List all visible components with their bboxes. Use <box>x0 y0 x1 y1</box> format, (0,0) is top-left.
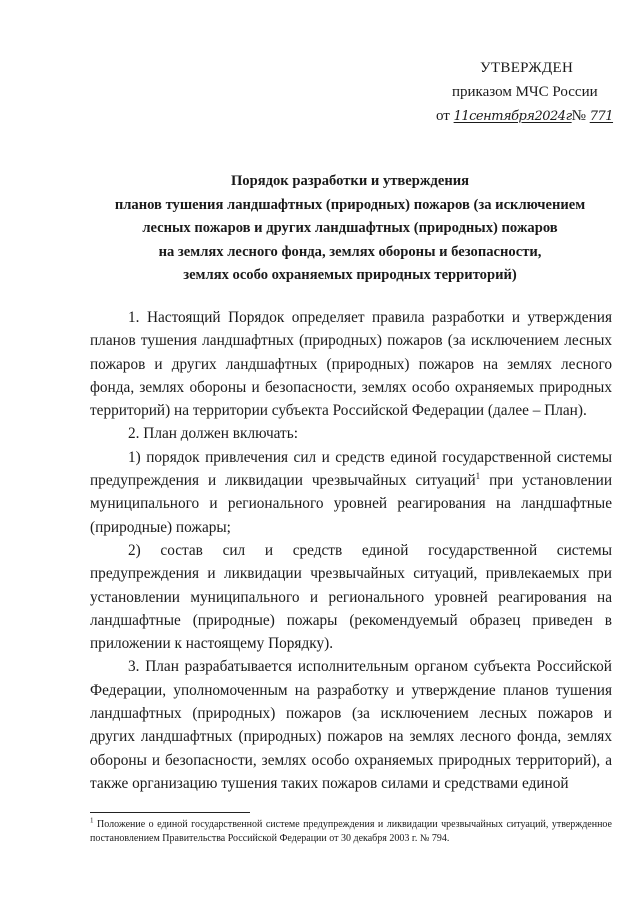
paragraph <box>90 422 612 445</box>
paragraph-text: 1. Настоящий Порядок определяет правила разработки и утверждения планов тушения ландшафтных (природных) пожаров (за исключением лесных пожаров и других ландшафтных (природных) пожаров на землях лесного фонда, землях обороны и безопасности, землях особо охраняемых природных территорий) на территории субъекта Российской Федерации (далее – План). <box>90 309 612 420</box>
paragraph-text: 2. План должен включать: <box>128 425 298 443</box>
paragraph <box>90 539 612 655</box>
paragraph <box>90 446 612 539</box>
footnote-reference[interactable]: 1 <box>475 470 481 481</box>
paragraph-text: 2) состав сил и средств единой государственной системы предупреждения и ликвидации чрезвычайных ситуаций, привлекаемых при установлении муниципального и регионального уровней реагирования на ландшафтные (природные) пожары (рекомендуемый образец приведен в приложении к настоящему Порядку). <box>90 541 612 653</box>
footnote-text: Положение о единой государственной системе предупреждения и ликвидации чрезвычайных ситуаций, утвержденное постановлением Правительства Российской Федерации от 30 декабря 2003 г. № 794. <box>90 819 612 844</box>
footnote-marker: 1 <box>90 816 94 825</box>
paragraph-text-continued: при установлении муниципального и регионального уровней реагирования на ландшафтные (природные) пожары; <box>90 472 613 536</box>
title-line: лесных пожаров и других ландшафтных (природных) пожаров <box>142 220 558 236</box>
approval-date-row <box>430 104 630 129</box>
document-body <box>90 306 612 795</box>
handwritten-date: 11сентября2024г <box>453 109 572 124</box>
handwritten-number: 771 <box>589 109 614 124</box>
number-prefix: № <box>571 108 586 124</box>
approval-title: УТВЕРЖДЕН <box>480 60 574 76</box>
paragraph-text: 3. План разрабатывается исполнительным органом субъекта Российской Федерации, уполномоченным на разработку и утверждение планов тушения ландшафтных (природных) пожаров (за исключением лесных пожаров и других ландшафтных (природных) пожаров на землях лесного фонда, землях обороны и безопасности, землях особо охраняемых природных территорий), а также организацию тушения таких пожаров силами и средствами единой <box>90 658 612 792</box>
paragraph <box>90 306 612 422</box>
paragraph-text: 1) порядок привлечения сил и средств единой государственной системы предупреждения и ликвидации чрезвычайных ситуаций <box>90 448 612 490</box>
date-prefix: от <box>436 108 450 124</box>
title-line: на землях лесного фонда, землях обороны и безопасности, <box>158 243 542 260</box>
title-line: Порядок разработки и утверждения <box>230 173 470 189</box>
footnote <box>90 818 612 846</box>
title-line: землях особо охраняемых природных территорий) <box>183 267 517 283</box>
title-line: планов тушения ландшафтных (природных) пожаров (за исключением <box>114 196 586 213</box>
paragraph <box>90 655 612 795</box>
document-title <box>88 170 612 288</box>
footnote-divider <box>90 812 250 813</box>
approval-order-line: приказом МЧС России <box>452 84 598 100</box>
approval-stamp <box>430 56 630 129</box>
